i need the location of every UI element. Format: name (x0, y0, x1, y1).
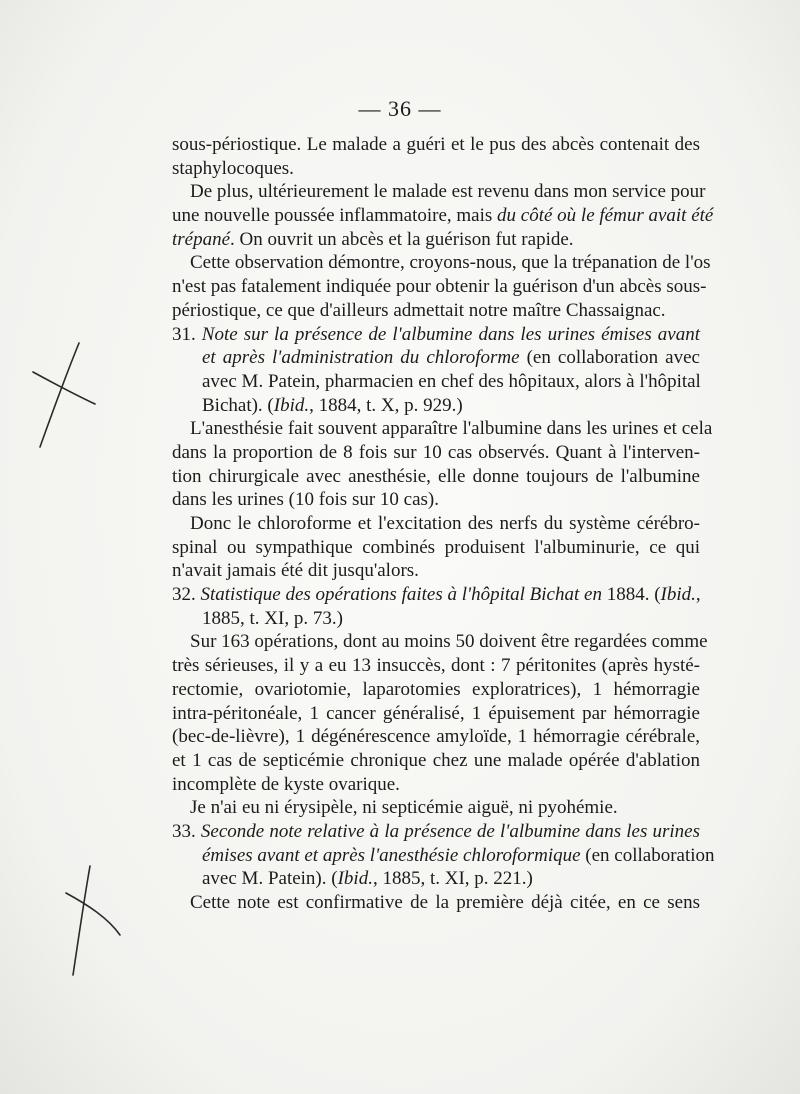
text-run: (bec-de-lièvre), 1 dégénérescence amyloïde, 1 hémorragie cérébrale, (172, 726, 700, 748)
italic-text: Note sur la présence de l'albumine dans les urines émises avant (201, 323, 701, 345)
italic-text: Ibid. (273, 394, 310, 416)
text-run: dans les urines (10 fois sur 10 cas). (172, 489, 440, 511)
cross-mark-2 (66, 893, 120, 935)
text-run: 33. (172, 820, 201, 842)
page-number: — 36 — (358, 96, 442, 121)
cross-mark-2-stroke (73, 866, 90, 975)
italic-text: du côté où le fémur avait été (497, 205, 714, 227)
text-run: Cette note est confirmative de la première déjà citée, en ce sens (190, 892, 700, 913)
text-run: n'est pas fatalement indiquée pour obtenir la guérison d'un abcès sous- (172, 276, 707, 298)
cross-mark-1 (33, 372, 95, 404)
text-run: (en collaboration avec (519, 347, 700, 369)
italic-text: Statistique des opérations faites à l'hôpital Bichat en (200, 584, 602, 606)
text-run: périostique, ce que d'ailleurs admettait notre maître Chassaignac. (172, 299, 666, 321)
text-run: intra-péritonéale, 1 cancer généralisé, 1 épuisement par hémorragie (172, 702, 700, 724)
text-run: De plus, ultérieurement le malade est revenu dans mon service pour (190, 181, 706, 203)
italic-text: trépané (172, 228, 231, 250)
text-run: avec M. Patein). ( (202, 868, 338, 890)
text-run: une nouvelle poussée inflammatoire, mais (172, 205, 498, 227)
text-run: (en collaboration (580, 844, 715, 866)
text-run: et 1 cas de septicémie chronique chez une malade opérée d'ablation (172, 749, 700, 771)
text-run: Bichat). ( (202, 394, 274, 416)
text-run: Sur 163 opérations, dont au moins 50 doivent être regardées comme (190, 631, 708, 653)
text-run: , (695, 584, 701, 606)
italic-text: Seconde note relative à la présence de l'albumine dans les urines (200, 820, 701, 842)
cross-mark-1-stroke (40, 343, 79, 447)
text-run: Donc le chloroforme et l'excitation des nerfs du système cérébro- (190, 513, 700, 534)
text-run: rectomie, ovariotomie, laparotomies exploratrices), 1 hémorragie (172, 678, 700, 700)
text-run: dans la proportion de 8 fois sur 10 cas observés. Quant à l'interven- (172, 441, 700, 463)
italic-text: Ibid. (660, 584, 696, 606)
text-run: spinal ou sympathique combinés produisent l'albuminurie, ce qui (172, 536, 700, 558)
italic-text: Ibid. (337, 868, 373, 890)
italic-text: et après l'administration du chloroforme (202, 347, 520, 369)
text-run: . On ouvrit un abcès et la guérison fut rapide. (230, 228, 574, 250)
text-run: 1884. ( (601, 584, 661, 606)
text-run: 32. (172, 584, 201, 606)
text-run: L'anesthésie fait souvent apparaître l'albumine dans les urines et cela (190, 418, 713, 440)
italic-text: émises avant et après l'anesthésie chloroformique (202, 844, 581, 866)
text-run: n'avait jamais été dit jusqu'alors. (172, 560, 419, 582)
text-run: très sérieuses, il y a eu 13 insuccès, dont : 7 péritonites (après hysté- (172, 655, 700, 677)
text-run: Je n'ai eu ni érysipèle, ni septicémie aiguë, ni pyohémie. (190, 797, 618, 819)
text-run: , 1884, t. X, p. 929.) (309, 394, 463, 416)
text-run: , 1885, t. XI, p. 221.) (372, 868, 533, 890)
text-run: sous-périostique. Le malade a guéri et le pus des abcès contenait des (172, 134, 700, 155)
text-run: incomplète de kyste ovarique. (172, 773, 400, 795)
text-run: avec M. Patein, pharmacien en chef des hôpitaux, alors à l'hôpital (202, 370, 701, 392)
text-run: staphylocoques. (172, 157, 294, 179)
text-run: 1885, t. XI, p. 73.) (202, 607, 343, 629)
text-run: Cette observation démontre, croyons-nous, que la trépanation de l'os (190, 252, 711, 274)
text-run: tion chirurgicale avec anesthésie, elle donne toujours de l'albumine (172, 465, 700, 487)
text-run: 31. (172, 323, 202, 345)
